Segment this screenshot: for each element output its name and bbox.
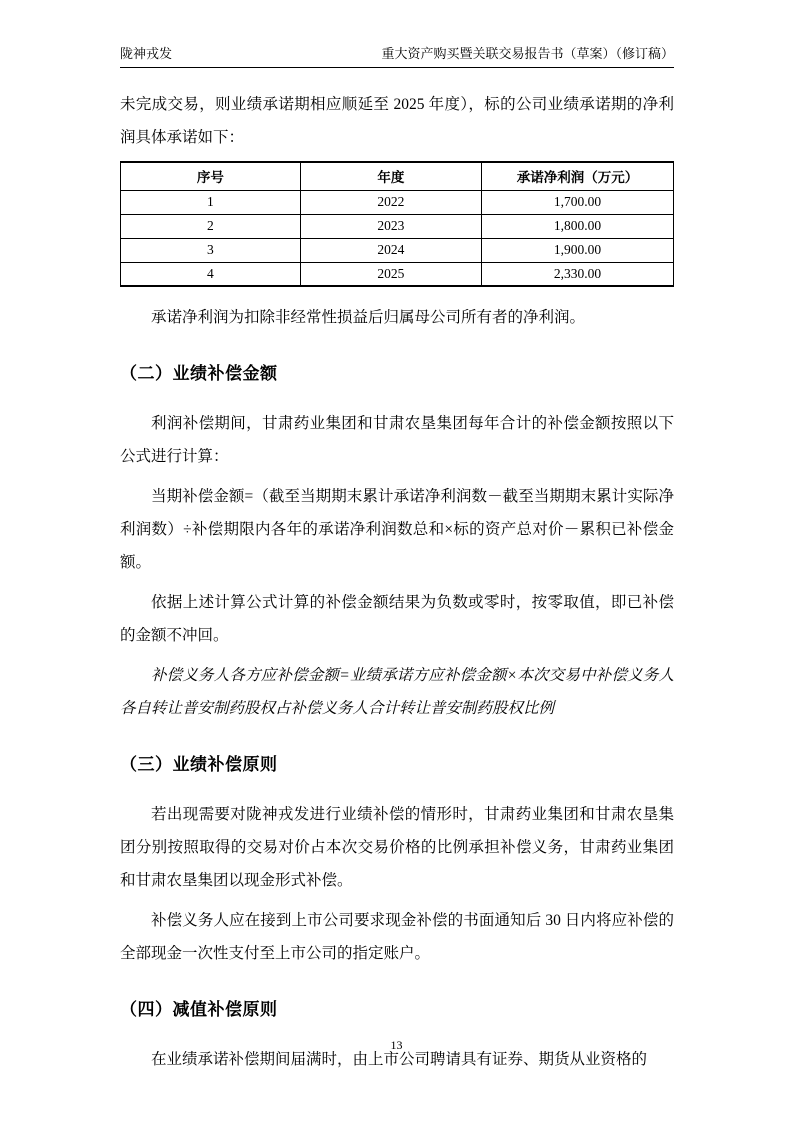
section3-paragraph-1: 若出现需要对陇神戎发进行业绩补偿的情形时，甘肃药业集团和甘肃农垦集团分别按照取得的交易对价占本次交易价格的比例承担补偿义务，甘肃药业集团和甘肃农垦集团以现金形式补偿。 — [120, 806, 674, 889]
section2-paragraph-3: 依据上述计算公式计算的补偿金额结果为负数或零时，按零取值，即已补偿的金额不冲回。 — [120, 594, 674, 644]
cell-year: 2022 — [300, 190, 481, 214]
table-header-index: 序号 — [121, 162, 301, 190]
running-header — [120, 46, 674, 68]
cell-year: 2023 — [300, 214, 481, 238]
note-paragraph: 承诺净利润为扣除非经常性损益后归属母公司所有者的净利润。 — [151, 309, 586, 326]
section3-paragraph-2: 补偿义务人应在接到上市公司要求现金补偿的书面通知后 30 日内将应补偿的全部现金一次性支付至上市公司的指定账户。 — [120, 912, 674, 962]
table-header-year: 年度 — [300, 162, 481, 190]
table-row — [121, 238, 674, 262]
section2-paragraph-2-formula: 当期补偿金额=（截至当期期末累计承诺净利润数－截至当期期末累计实际净利润数）÷补偿期限内各年的承诺净利润数总和×标的资产总对价－累积已补偿金额。 — [120, 488, 674, 571]
section4-paragraph-1: 在业绩承诺补偿期间届满时，由上市公司聘请具有证券、期货从业资格的 — [151, 1051, 648, 1068]
page-number: 13 — [390, 1038, 403, 1052]
cell-index: 4 — [121, 262, 301, 286]
profit-commitment-table — [120, 161, 674, 287]
header-report-title: 重大资产购买暨关联交易报告书（草案）（修订稿） — [381, 46, 674, 61]
cell-index: 1 — [121, 190, 301, 214]
section2-paragraph-1: 利润补偿期间，甘肃药业集团和甘肃农垦集团每年合计的补偿金额按照以下公式进行计算： — [120, 415, 674, 465]
cell-profit: 1,700.00 — [482, 190, 674, 214]
cell-index: 2 — [121, 214, 301, 238]
cell-year: 2024 — [300, 238, 481, 262]
section2-paragraph-4-formula: 补偿义务人各方应补偿金额=业绩承诺方应补偿金额×本次交易中补偿义务人各自转让普安制药股权占补偿义务人合计转让普安制药股权比例 — [120, 667, 674, 717]
cell-profit: 1,800.00 — [482, 214, 674, 238]
cell-profit: 1,900.00 — [482, 238, 674, 262]
table-header-profit: 承诺净利润（万元） — [482, 162, 674, 190]
table-row — [121, 190, 674, 214]
table-row — [121, 262, 674, 286]
cell-profit: 2,330.00 — [482, 262, 674, 286]
cell-year: 2025 — [300, 262, 481, 286]
cell-index: 3 — [121, 238, 301, 262]
section-heading-2: （二）业绩补偿金额 — [120, 364, 278, 383]
header-company-name: 陇神戎发 — [120, 46, 173, 61]
section-heading-4: （四）减值补偿原则 — [120, 1000, 278, 1019]
table-header-row — [121, 162, 674, 190]
table-row — [121, 214, 674, 238]
page-content — [120, 88, 674, 1083]
section-heading-3: （三）业绩补偿原则 — [120, 755, 278, 774]
intro-paragraph: 未完成交易，则业绩承诺期相应顺延至 2025 年度），标的公司业绩承诺期的净利润具体承诺如下： — [120, 96, 674, 146]
